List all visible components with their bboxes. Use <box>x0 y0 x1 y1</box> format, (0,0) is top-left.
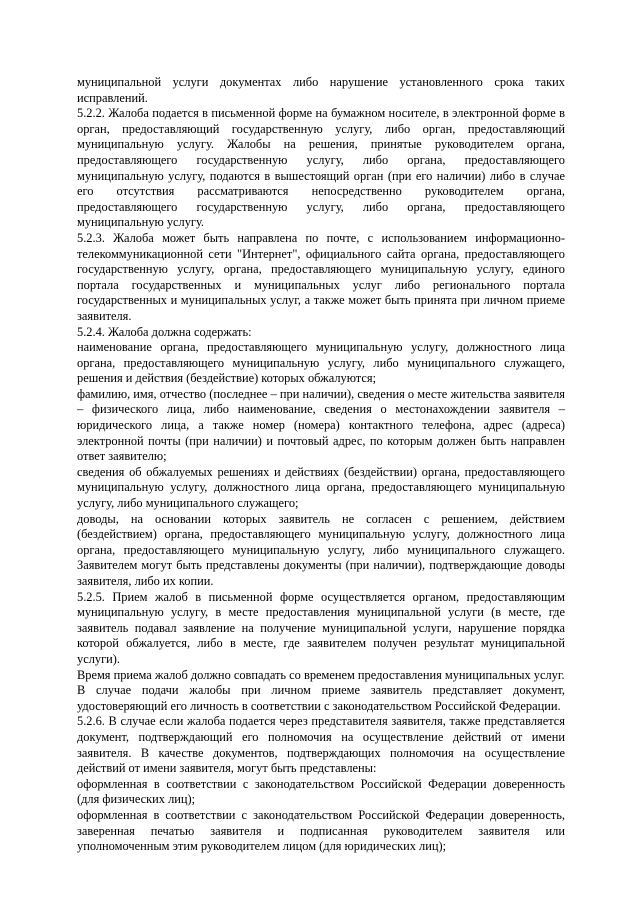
paragraph-reception-time: Время приема жалоб должно совпадать со временем предоставления муниципальных услуг. <box>77 667 565 682</box>
list-item-power-of-attorney-individuals: оформленная в соответствии с законодательством Российской Федерации доверенность (для физических лиц); <box>77 776 565 807</box>
paragraph-5-2-3: 5.2.3. Жалоба может быть направлена по почте, с использованием информационно-телекоммуникационной сети "Интернет", официального сайта органа, предоставляющего государственную услугу, органа, предоставляющего муниципальную услугу, единого портала государственных и муниципальных услуг либо регионального портала государственных и муниципальных услуг, а также может быть принята при личном приеме заявителя. <box>77 230 565 323</box>
list-item-decisions-info: сведения об обжалуемых решениях и действиях (бездействии) органа, предоставляющего муниципальную услугу, должностного лица органа, предоставляющего муниципальную услугу, либо муниципального служащего; <box>77 464 565 511</box>
paragraph-continuation: муниципальной услуги документах либо нарушение установленного срока таких исправлений. <box>77 75 565 105</box>
paragraph-5-2-4: 5.2.4. Жалоба должна содержать: <box>77 324 252 339</box>
list-item-applicant-info: фамилию, имя, отчество (последнее – при наличии), сведения о месте жительства заявителя – физического лица, либо наименование, сведения о местонахождении заявителя – юридического лица, а также номер (номера) контактного телефона, адрес (адреса) электронной почты (при наличии) и почтовый адрес, по которым должен быть направлен ответ заявителю; <box>77 386 565 464</box>
paragraph-5-2-5: 5.2.5. Прием жалоб в письменной форме осуществляется органом, предоставляющим муниципальную услугу, в месте предоставления муниципальной услуги (в месте, где заявитель подавал заявление на получение муниципальной услуги, нарушение порядка которой обжалуется, либо в месте, где заявителем получен результат муниципальной услуги). <box>77 589 565 666</box>
paragraph-personal-reception: В случае подачи жалобы при личном приеме заявитель представляет документ, удостоверяющий его личность в соответствии с законодательством Российской Федерации. <box>77 683 565 713</box>
list-item-organ-name: наименование органа, предоставляющего муниципальную услугу, должностного лица органа, предоставляющего муниципальную услугу, либо муниципального служащего, решения и действия (бездействие) которых обжалуются; <box>77 340 565 386</box>
paragraph-5-2-6: 5.2.6. В случае если жалоба подается через представителя заявителя, также представляется документ, подтверждающий его полномочия на осуществление действий от имени заявителя. В качестве документов, подтверждающих полномочия на осуществление действий от имени заявителя, могут быть представлены: <box>77 714 565 776</box>
list-item-power-of-attorney-legal-entities: оформленная в соответствии с законодательством Российской Федерации доверенность, заверенная печатью заявителя и подписанная руководителем заявителя или уполномоченным этим руководителем лицом (для юридических лиц); <box>77 807 565 854</box>
document-page <box>77 75 565 855</box>
paragraph-5-2-2: 5.2.2. Жалоба подается в письменной форме на бумажном носителе, в электронной форме в орган, предоставляющий государственную услугу, либо орган, предоставляющий муниципальную услугу. Жалобы на решения, принятые руководителем органа, предоставляющего государственную услугу, либо органа, предоставляющего муниципальную услугу, подаются в вышестоящий орган (при его наличии) либо в случае его отсутствия рассматриваются непосредственно руководителем органа, предоставляющего государственную услугу, либо органа, предоставляющего муниципальную услугу. <box>77 106 565 230</box>
list-item-arguments: доводы, на основании которых заявитель не согласен с решением, действием (бездействием) органа, предоставляющего муниципальную услугу, должностного лица органа, предоставляющего муниципальную услугу, либо муниципального служащего. Заявителем могут быть представлены документы (при наличии), подтверждающие доводы заявителя, либо их копии. <box>77 511 565 588</box>
